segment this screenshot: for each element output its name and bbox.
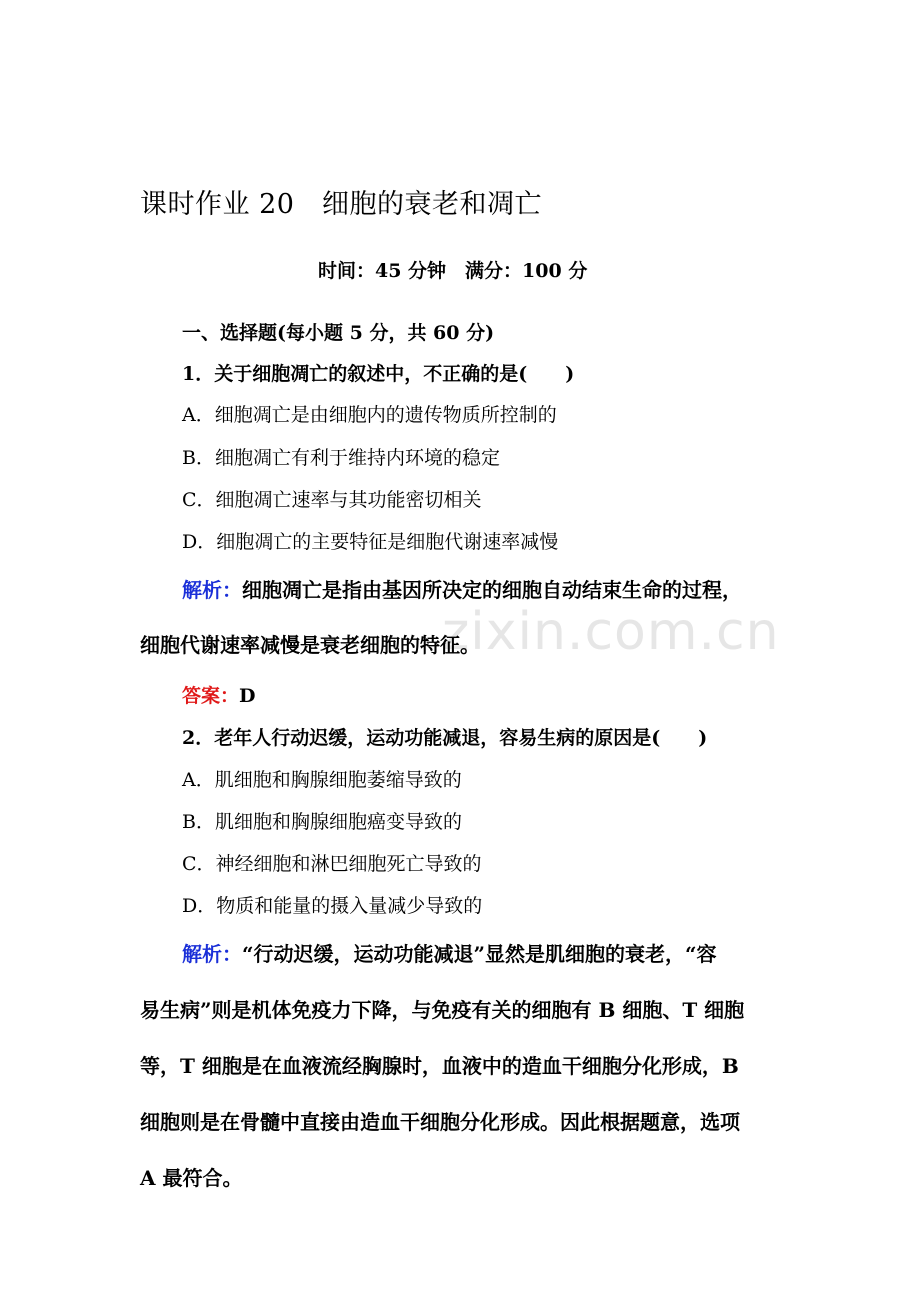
question-2-analysis-line-3: 等，T 细胞是在血液流经胸腺时，血液中的造血干细胞分化形成，B [140, 1054, 739, 1078]
question-2-analysis-line-5: A 最符合。 [140, 1166, 243, 1190]
question-1-option-c: C．细胞凋亡速率与其功能密切相关 [182, 489, 482, 511]
section-heading: 一、选择题(每小题 5 分，共 60 分) [182, 322, 495, 344]
question-2-option-a: A．肌细胞和胸腺细胞萎缩导致的 [182, 769, 462, 791]
question-2-option-b: B．肌细胞和胸腺细胞癌变导致的 [182, 811, 462, 833]
question-1-analysis-line-2: 细胞代谢速率减慢是衰老细胞的特征。 [140, 633, 480, 657]
question-1-stem: 1．关于细胞凋亡的叙述中，不正确的是( ) [182, 363, 575, 385]
question-1-analysis-line-1 [182, 574, 742, 603]
analysis-label: 解析： [182, 942, 242, 966]
question-1-option-b: B．细胞凋亡有利于维持内环境的稳定 [182, 447, 500, 469]
question-2-option-d: D．物质和能量的摄入量减少导致的 [182, 895, 483, 917]
question-1-answer [182, 681, 256, 708]
analysis-label: 解析： [182, 578, 242, 602]
question-2-analysis-line-4: 细胞则是在骨髓中直接由造血干细胞分化形成。因此根据题意，选项 [140, 1110, 740, 1134]
question-1-option-a: A．细胞凋亡是由细胞内的遗传物质所控制的 [182, 404, 557, 426]
time-and-score: 时间：45 分钟 满分：100 分 [318, 260, 588, 282]
answer-value: D [239, 685, 256, 707]
question-2-analysis-line-2: 易生病”则是机体免疫力下降，与免疫有关的细胞有 B 细胞、T 细胞 [140, 998, 745, 1022]
question-2-stem: 2．老年人行动迟缓，运动功能减退，容易生病的原因是( ) [182, 727, 708, 749]
analysis-text: “行动迟缓，运动功能减退”显然是肌细胞的衰老，“容 [242, 942, 717, 966]
watermark: zixin.com.cn [442, 602, 780, 662]
analysis-text: 细胞凋亡是指由基因所决定的细胞自动结束生命的过程， [242, 578, 742, 602]
answer-label: 答案： [182, 685, 240, 707]
question-1-option-d: D．细胞凋亡的主要特征是细胞代谢速率减慢 [182, 531, 559, 553]
page-title: 课时作业 20 细胞的衰老和凋亡 [140, 189, 542, 220]
question-2-option-c: C．神经细胞和淋巴细胞死亡导致的 [182, 853, 482, 875]
question-2-analysis-line-1 [182, 938, 717, 967]
